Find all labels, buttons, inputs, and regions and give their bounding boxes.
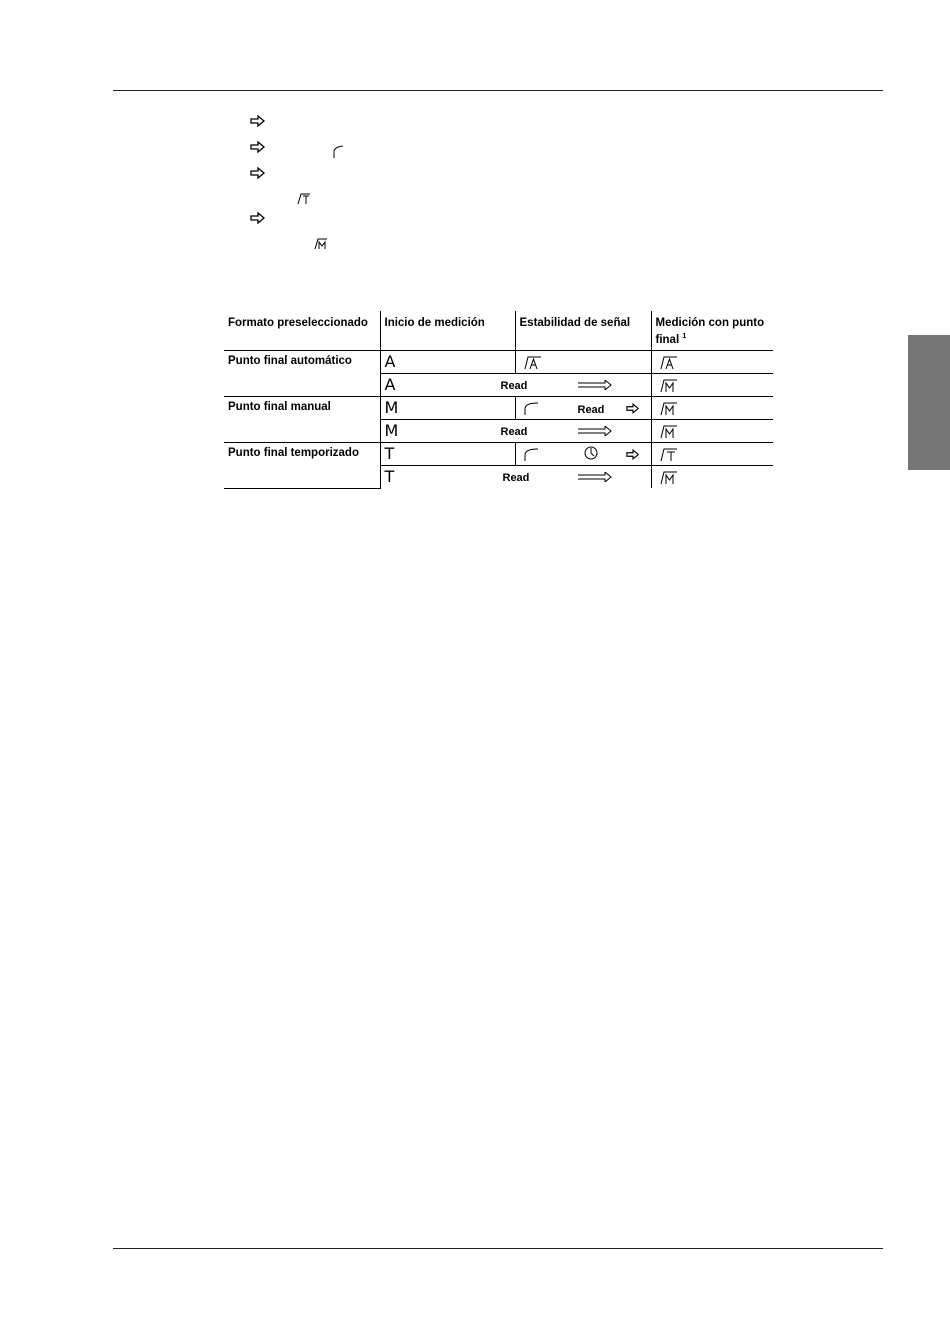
endpoint-t-icon [297,192,311,205]
format-cell: Punto final automático [224,351,380,397]
endpoint-m-icon [660,378,678,396]
header-format: Formato preseleccionado [224,311,380,351]
endpoint-m-icon [660,401,678,419]
mode-a-icon: A [384,375,396,394]
mode-a-icon: A [384,352,396,371]
signal-curve-icon [333,145,345,159]
read-key-label: Read [500,426,528,438]
endpoint-cell [651,420,773,443]
format-cell: Punto final manual [224,397,380,443]
signal-curve-icon [524,401,540,419]
arrow-right-icon [626,403,640,417]
table-header-row [224,311,773,351]
start-cell [380,397,515,420]
stability-cell [515,351,651,374]
footer-rule [113,1248,883,1249]
arrow-right-icon [250,141,266,153]
endpoint-m-icon [314,237,328,250]
endpoint-t-icon [660,447,678,465]
endpoint-a-icon [660,355,678,373]
endpoint-cell [651,374,773,397]
table-row [224,351,773,374]
mode-t-icon: T [384,467,395,486]
endpoint-m-icon [660,470,678,488]
mode-t-icon: T [384,444,395,463]
endpoint-cell [651,397,773,420]
start-cell [380,466,651,489]
header-endpoint [651,311,773,351]
mode-m-icon: M [384,421,399,440]
header-stability: Estabilidad de señal [515,311,651,351]
arrow-right-icon [250,212,266,224]
endpoint-format-table [224,311,773,489]
read-key-label: Read [502,472,530,484]
endpoint-a-icon [524,355,542,373]
section-tab [908,335,950,470]
long-arrow-icon [578,426,612,439]
signal-curve-icon [524,447,540,465]
endpoint-cell [651,351,773,374]
clock-icon [584,446,598,463]
stability-cell [515,443,651,466]
header-start: Inicio de medición [380,311,515,351]
endpoint-cell [651,443,773,466]
arrow-right-icon [250,167,266,179]
format-cell: Punto final temporizado [224,443,380,489]
long-arrow-icon [578,380,612,393]
read-key-label: Read [577,404,605,416]
table-row [224,397,773,420]
arrow-right-icon [250,115,266,127]
stability-cell [515,397,651,420]
start-cell [380,420,651,443]
start-cell [380,351,515,374]
footnote-mark: 1 [682,333,687,340]
header-rule [113,90,883,91]
mode-m-icon: M [384,398,399,417]
read-key-label: Read [500,380,528,392]
endpoint-cell [651,466,773,489]
long-arrow-icon [578,472,612,485]
start-cell [380,443,515,466]
arrow-right-icon [626,449,640,463]
endpoint-m-icon [660,424,678,442]
table-row [224,443,773,466]
start-cell [380,374,651,397]
header-endpoint-text: Medición con punto final [655,317,765,346]
